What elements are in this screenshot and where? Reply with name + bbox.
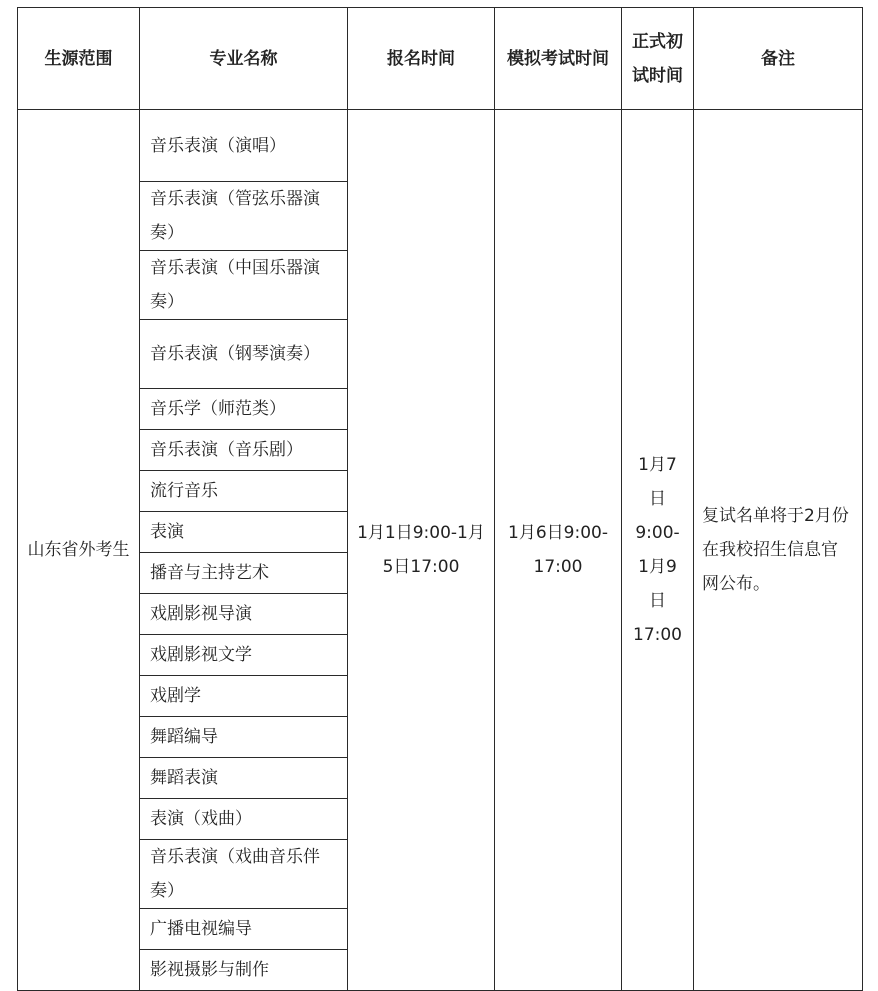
- major-cell: 戏剧学: [140, 676, 348, 717]
- major-cell: 音乐表演（音乐剧）: [140, 430, 348, 471]
- major-cell: 戏剧影视导演: [140, 594, 348, 635]
- table-row: [18, 110, 863, 182]
- formal-exam-time-cell: 1月7日9:00-1月9日17:00: [622, 110, 694, 991]
- header-mock-exam-time: 模拟考试时间: [495, 8, 622, 110]
- major-cell: 音乐学（师范类）: [140, 389, 348, 430]
- major-cell: 音乐表演（中国乐器演奏）: [140, 251, 348, 320]
- major-cell: 播音与主持艺术: [140, 553, 348, 594]
- mock-exam-time-cell: 1月6日9:00-17:00: [495, 110, 622, 991]
- header-source: 生源范围: [18, 8, 140, 110]
- registration-time-cell: 1月1日9:00-1月5日17:00: [348, 110, 495, 991]
- major-cell: 舞蹈表演: [140, 758, 348, 799]
- header-major: 专业名称: [140, 8, 348, 110]
- note-cell: 复试名单将于2月份在我校招生信息官网公布。: [694, 110, 863, 991]
- major-cell: 音乐表演（钢琴演奏）: [140, 320, 348, 389]
- major-cell: 影视摄影与制作: [140, 950, 348, 991]
- source-cell: 山东省外考生: [18, 110, 140, 991]
- major-cell: 流行音乐: [140, 471, 348, 512]
- major-cell: 音乐表演（演唱）: [140, 110, 348, 182]
- major-cell: 表演: [140, 512, 348, 553]
- major-cell: 音乐表演（戏曲音乐伴奏）: [140, 840, 348, 909]
- header-note: 备注: [694, 8, 863, 110]
- header-row: [18, 8, 863, 110]
- header-registration-time: 报名时间: [348, 8, 495, 110]
- header-formal-exam-time: 正式初试时间: [622, 8, 694, 110]
- major-cell: 广播电视编导: [140, 909, 348, 950]
- major-cell: 戏剧影视文学: [140, 635, 348, 676]
- admission-schedule-table: [17, 7, 863, 991]
- major-cell: 音乐表演（管弦乐器演奏）: [140, 182, 348, 251]
- major-cell: 舞蹈编导: [140, 717, 348, 758]
- major-cell: 表演（戏曲）: [140, 799, 348, 840]
